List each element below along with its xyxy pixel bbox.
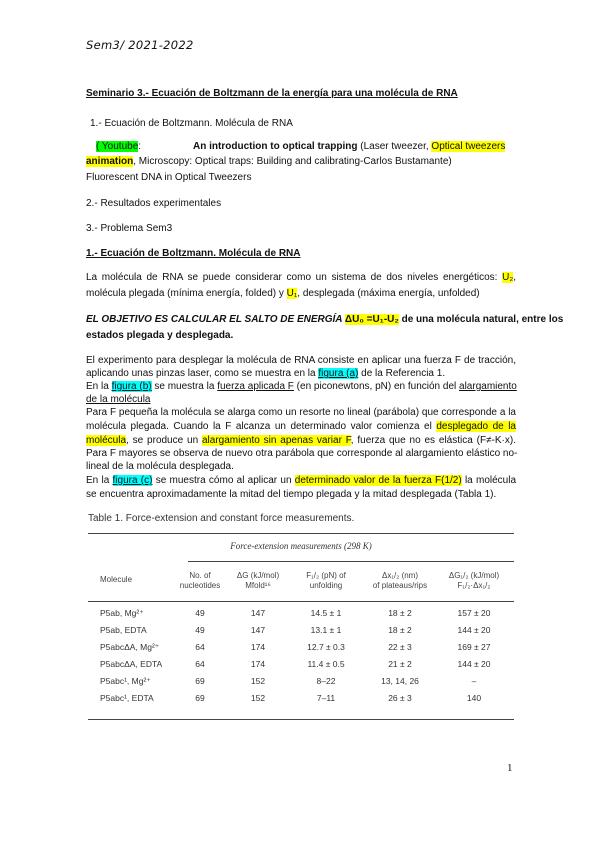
table-cell: 152 xyxy=(250,676,266,686)
table-cell: 140 xyxy=(466,693,482,703)
u1-symbol: U₁ xyxy=(286,288,298,299)
table-cell: 157 ± 20 xyxy=(457,608,491,618)
page-header: Sem3/ 2021-2022 xyxy=(86,38,194,52)
youtube-line xyxy=(86,141,505,153)
table-header-cell: F₁/₂ (pN) of unfolding xyxy=(306,571,346,590)
table-cell: 7–11 xyxy=(316,693,336,703)
objective-line1 xyxy=(86,314,564,326)
para4-text-c: , fuerza que no es elástica (F≠-K·x). xyxy=(350,435,516,446)
animation-link-2[interactable]: animation xyxy=(86,156,134,167)
para1-line2 xyxy=(86,288,480,300)
microscopy-text: , Microscopy: Optical traps: Building and calibrating-Carlos Bustamante) xyxy=(133,156,452,167)
para1-text-a: La molécula de RNA se puede considerar como un sistema de dos niveles energéticos: xyxy=(86,272,503,283)
table-row-label: P5ab, EDTA xyxy=(100,625,147,635)
table-cell: 14.5 ± 1 xyxy=(310,608,342,618)
youtube-colon: : xyxy=(138,141,142,152)
para4-line3 xyxy=(86,435,516,447)
table-rule-caption xyxy=(188,561,514,562)
youtube-label: ( Youtube xyxy=(96,141,139,152)
table-header-cell: Molecule xyxy=(100,575,133,584)
objective-text-a: EL OBJETIVO ES CALCULAR EL SALTO DE ENERGÍA xyxy=(86,314,345,325)
figure-c-link[interactable]: figura (c) xyxy=(112,475,153,486)
delta-u0-formula: ΔU₀ =U₁-U₂ xyxy=(344,314,399,325)
table-cell: 13.1 ± 1 xyxy=(310,625,342,635)
unfolding-highlight-1: desplegado de la xyxy=(436,421,516,432)
table-cell: 174 xyxy=(250,642,266,652)
para4-text-b: , se produce un xyxy=(126,435,202,446)
para5-text-b: se muestra cómo al aplicar un xyxy=(152,475,295,486)
toc-item-3: 3.- Problema Sem3 xyxy=(86,223,173,234)
animation-link-1[interactable]: Optical tweezers xyxy=(431,141,506,152)
table-cell: 49 xyxy=(195,608,205,618)
para1-text-c: molécula plegada (mínima energía, folded) y xyxy=(86,288,287,299)
table-cell: 174 xyxy=(250,659,266,669)
para5-text-c: la molécula xyxy=(461,475,517,486)
elongation-highlight: alargamiento sin apenas variar F xyxy=(201,435,351,446)
para3-text-a: En la xyxy=(86,381,112,392)
table-cell: 152 xyxy=(250,693,266,703)
objective-text-b: de una molécula natural, entre los xyxy=(398,314,564,325)
table-cell: 147 xyxy=(250,608,266,618)
table-cell: 69 xyxy=(195,693,205,703)
table-rule-bottom xyxy=(88,719,514,720)
table-cell: 11.4 ± 0.5 xyxy=(307,659,345,669)
table-cell: 49 xyxy=(195,625,205,635)
table-cell: 18 ± 2 xyxy=(388,608,412,618)
table-row-label: P5abcΔA, Mg²⁺ xyxy=(100,642,160,652)
seminar-title: Seminario 3.- Ecuación de Boltzmann de la energía para una molécula de RNA xyxy=(86,88,458,99)
table-cell: 69 xyxy=(195,676,205,686)
table-cell: 8–22 xyxy=(316,676,336,686)
force-half-highlight: determinado valor de la fuerza F(1/2) xyxy=(294,475,462,486)
table-header-cell: ΔG (kJ/mol) Mfold¹⁶ xyxy=(236,571,280,590)
para5-line1 xyxy=(86,475,516,487)
table-row-label: P5abc¹, Mg²⁺ xyxy=(100,676,151,686)
para4-line5: lineal de la molécula desplegada. xyxy=(86,461,234,472)
para3-text-c: (en piconewtons, pN) en función del xyxy=(293,381,460,392)
table-cell: 144 ± 20 xyxy=(457,625,491,635)
para3-line1 xyxy=(86,381,516,393)
table-row-label: P5abcΔA, EDTA xyxy=(100,659,163,669)
table-cell: 18 ± 2 xyxy=(388,625,412,635)
table-row-label: P5abc¹, EDTA xyxy=(100,693,154,703)
u2-symbol: U₂ xyxy=(502,272,514,283)
table-cell: – xyxy=(471,676,477,686)
applied-force-text: fuerza aplicada F xyxy=(217,381,294,392)
table-cell: 21 ± 2 xyxy=(388,659,412,669)
figure-a-link[interactable]: figura (a) xyxy=(318,368,359,379)
fluorescent-dna: Fluorescent DNA in Optical Tweezers xyxy=(86,172,252,183)
laser-text: (Laser tweezer, xyxy=(360,141,432,152)
table-cell: 64 xyxy=(195,642,205,652)
para1-text-d: , desplegada (máxima energía, unfolded) xyxy=(297,288,480,299)
table-row-label: P5ab, Mg²⁺ xyxy=(100,608,144,618)
para4-line2 xyxy=(86,421,516,433)
para4-text-a: molécula plegada. Cuando la F alcanza un determinado valor comienza el xyxy=(86,421,437,432)
para2-line2 xyxy=(86,368,445,380)
para2-text-b: de la Referencia 1. xyxy=(358,368,446,379)
table-cell: 13, 14, 26 xyxy=(381,676,419,686)
para3-line2: de la molécula xyxy=(86,394,151,405)
video-title: An introduction to optical trapping xyxy=(193,141,358,152)
figure-b-link[interactable]: figura (b) xyxy=(111,381,152,392)
objective-line2: estados plegada y desplegada. xyxy=(86,330,234,341)
elongation-text: alargamiento xyxy=(459,381,517,392)
section1-heading: 1.- Ecuación de Boltzmann. Molécula de RNA xyxy=(86,248,301,259)
table-cell: 169 ± 27 xyxy=(457,642,491,652)
table-cell: 64 xyxy=(195,659,205,669)
table-header-cell: No. of nucleotides xyxy=(179,571,221,590)
animation-line xyxy=(86,156,452,168)
table-cell: 26 ± 3 xyxy=(388,693,412,703)
table-caption: Force-extension measurements (298 K) xyxy=(230,541,372,551)
table-rule-top xyxy=(88,533,514,534)
para3-text-b: se muestra la xyxy=(151,381,218,392)
para4-line1: Para F pequeña la molécula se alarga como un resorte no lineal (parábola) que corresponde a la xyxy=(86,407,516,418)
toc-item-1: 1.- Ecuación de Boltzmann. Molécula de RNA xyxy=(90,118,293,129)
table-cell: 12.7 ± 0.3 xyxy=(307,642,345,652)
toc-item-2: 2.- Resultados experimentales xyxy=(86,198,222,209)
para4-line4: Para F mayores se observa de nuevo otra parábola que corresponde al alargamiento elástico no- xyxy=(86,448,518,459)
table-header-cell: Δx₁/₂ (nm) of plateaus/rips xyxy=(372,571,428,590)
table-cell: 22 ± 3 xyxy=(388,642,412,652)
table-header-cell: ΔG₁/₂ (kJ/mol) F₁/₂·Δx₁/₂ xyxy=(448,571,500,590)
table-rule-header xyxy=(88,601,514,602)
para1-text-b: , xyxy=(513,272,516,283)
para5-line2: se encuentra aproximadamente la mitad del tiempo plegada y la mitad desplegada (Tabla 1). xyxy=(86,489,497,500)
para2-line1: El experimento para desplegar la molécula de RNA consiste en aplicar una fuerza F de tracción, xyxy=(86,355,516,366)
para1-line1 xyxy=(86,272,516,284)
table-title: Table 1. Force-extension and constant force measurements. xyxy=(88,513,355,524)
page-number: 1 xyxy=(507,762,513,774)
para2-text-a: aplicando unas pinzas laser, como se muestra en la xyxy=(86,368,319,379)
para5-text-a: En la xyxy=(86,475,113,486)
table-1 xyxy=(88,513,514,721)
table-cell: 147 xyxy=(250,625,266,635)
table-cell: 144 ± 20 xyxy=(457,659,491,669)
unfolding-highlight-2: molécula xyxy=(86,435,127,446)
